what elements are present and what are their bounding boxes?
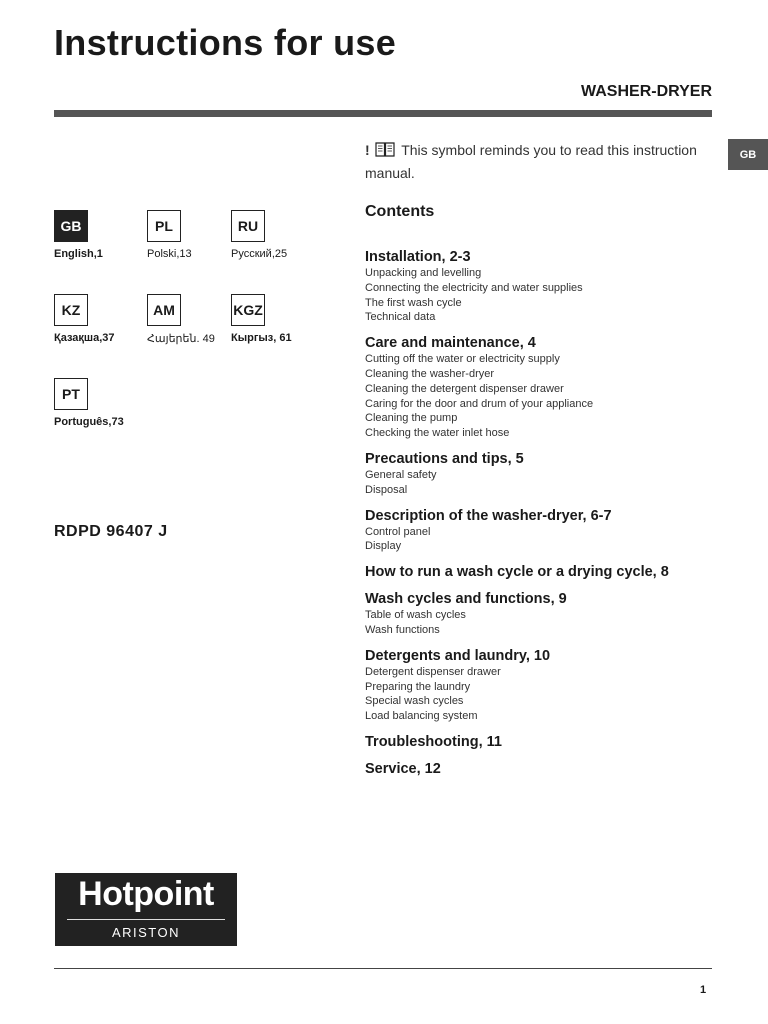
toc-section bbox=[365, 563, 715, 581]
hotpoint-ariston-logo bbox=[55, 873, 237, 946]
toc-item[interactable]: Unpacking and levelling bbox=[365, 267, 482, 279]
toc-section-title[interactable]: Installation, 2-3 bbox=[365, 249, 471, 265]
language-code: PL bbox=[147, 210, 181, 242]
toc-section-title[interactable]: Detergents and laundry, 10 bbox=[365, 647, 551, 664]
page-number: 1 bbox=[700, 984, 707, 996]
model-number: RDPD 96407 J bbox=[54, 523, 168, 540]
toc-item[interactable]: Load balancing system bbox=[365, 710, 478, 723]
toc-item[interactable]: Cleaning the detergent dispenser drawer bbox=[365, 382, 564, 395]
toc-item[interactable]: Wash functions bbox=[365, 623, 440, 636]
toc-section bbox=[365, 450, 715, 498]
toc-item[interactable]: Technical data bbox=[365, 311, 436, 324]
language-am[interactable] bbox=[147, 294, 219, 345]
toc-item[interactable]: Control panel bbox=[365, 525, 431, 538]
language-name: Қазақша,37 bbox=[54, 332, 115, 344]
language-code: KZ bbox=[54, 294, 88, 326]
toc-item[interactable]: The first wash cycle bbox=[365, 296, 462, 309]
header-divider bbox=[54, 110, 712, 117]
toc-section bbox=[365, 248, 715, 325]
language-side-tab: GB bbox=[728, 139, 768, 170]
toc-item[interactable]: Disposal bbox=[365, 483, 408, 496]
toc-section bbox=[365, 334, 715, 441]
toc-item[interactable]: Connecting the electricity and water supplies bbox=[365, 281, 583, 294]
language-name: English,1 bbox=[54, 248, 103, 260]
toc-item[interactable]: Display bbox=[365, 540, 402, 553]
language-kz[interactable] bbox=[54, 294, 126, 344]
language-gb[interactable] bbox=[54, 210, 126, 260]
language-name: Português,73 bbox=[54, 416, 124, 428]
language-code: GB bbox=[54, 210, 88, 242]
toc-item[interactable]: Cleaning the washer-dryer bbox=[365, 367, 495, 380]
toc-item[interactable]: Cutting off the water or electricity supply bbox=[365, 353, 560, 366]
exclamation-mark: ! bbox=[365, 142, 370, 158]
language-kgz[interactable] bbox=[231, 294, 303, 344]
page-title: Instructions for use bbox=[54, 22, 397, 63]
toc-item[interactable]: General safety bbox=[365, 468, 437, 481]
toc-item[interactable]: Caring for the door and drum of your appliance bbox=[365, 397, 594, 410]
toc-section bbox=[365, 507, 715, 555]
language-ru[interactable] bbox=[231, 210, 303, 260]
toc-item[interactable]: Checking the water inlet hose bbox=[365, 427, 510, 440]
toc-section-title[interactable]: How to run a wash cycle or a drying cycle, 8 bbox=[365, 564, 669, 581]
toc-section-title[interactable]: Description of the washer-dryer, 6-7 bbox=[365, 507, 612, 524]
toc-section bbox=[365, 760, 715, 778]
toc-item[interactable]: Table of wash cycles bbox=[365, 609, 466, 622]
read-manual-notice bbox=[365, 140, 710, 184]
toc-section-title[interactable]: Wash cycles and functions, 9 bbox=[365, 591, 567, 608]
toc-item[interactable]: Detergent dispenser drawer bbox=[365, 665, 501, 678]
toc-item[interactable]: Special wash cycles bbox=[365, 695, 464, 708]
language-code: RU bbox=[231, 210, 265, 242]
logo-subbrand: ARISTON bbox=[111, 925, 181, 940]
toc-section-title[interactable]: Care and maintenance, 4 bbox=[365, 335, 536, 352]
notice-text: This symbol reminds you to read this instruction manual. bbox=[365, 142, 697, 181]
language-name: Հայերեն. 49 bbox=[147, 333, 215, 345]
toc-section bbox=[365, 590, 715, 638]
language-code: PT bbox=[54, 378, 88, 410]
toc-section bbox=[365, 733, 715, 751]
language-name: Кыргыз, 61 bbox=[231, 332, 292, 344]
footer-divider bbox=[54, 968, 712, 969]
product-type: WASHER-DRYER bbox=[581, 83, 712, 100]
contents-heading: Contents bbox=[365, 203, 435, 220]
table-of-contents bbox=[365, 248, 715, 787]
logo-brand: Hotpoint bbox=[78, 875, 214, 913]
language-pl[interactable] bbox=[147, 210, 219, 260]
toc-section-title[interactable]: Troubleshooting, 11 bbox=[365, 733, 502, 750]
toc-section-title[interactable]: Service, 12 bbox=[365, 760, 441, 777]
language-name: Русский,25 bbox=[231, 248, 288, 260]
book-icon bbox=[374, 141, 396, 163]
language-pt[interactable] bbox=[54, 378, 126, 428]
toc-section-title[interactable]: Precautions and tips, 5 bbox=[365, 450, 524, 467]
logo-divider bbox=[67, 919, 225, 920]
toc-section bbox=[365, 647, 715, 724]
toc-item[interactable]: Cleaning the pump bbox=[365, 412, 458, 425]
language-name: Polski,13 bbox=[147, 248, 192, 260]
language-code: AM bbox=[147, 294, 181, 326]
language-code: KGZ bbox=[231, 294, 265, 326]
toc-item[interactable]: Preparing the laundry bbox=[365, 680, 471, 693]
